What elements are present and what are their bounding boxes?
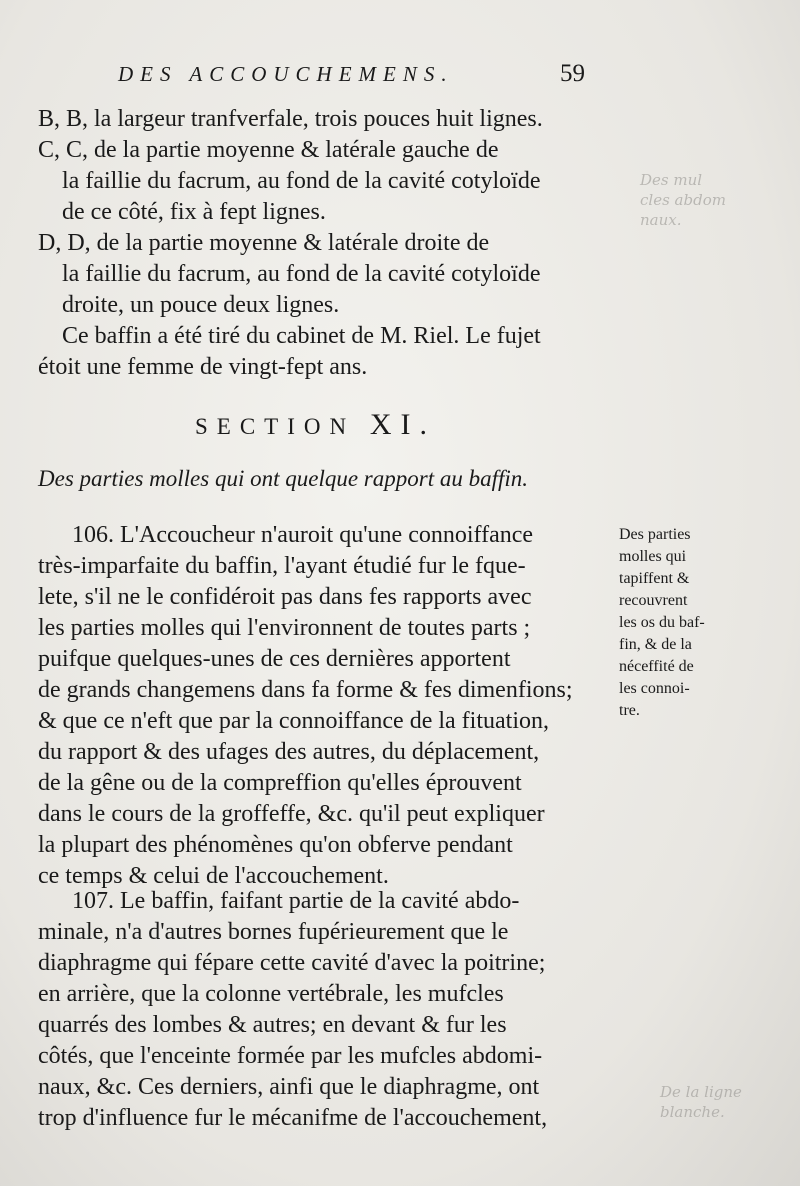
text-line: de ce côté, fix à fept lignes. <box>62 199 326 225</box>
margin-line: néceffité de <box>619 658 694 675</box>
bleed-through-top <box>640 170 790 230</box>
text-line: ce temps & celui de l'accouchement. <box>38 863 389 889</box>
text-line: très-imparfaite du baffin, l'ayant étudié fur le fque- <box>38 553 526 579</box>
text-line: la faillie du facrum, au fond de la cavité cotyloïde <box>62 168 541 194</box>
text-line: diaphragme qui fépare cette cavité d'avec la poitrine; <box>38 950 546 976</box>
text-line: dans le cours de la groffeffe, &c. qu'il peut expliquer <box>38 801 545 827</box>
text-line: Ce baffin a été tiré du cabinet de M. Riel. Le fujet <box>62 323 541 349</box>
text-line: trop d'influence fur le mécanifme de l'accouchement, <box>38 1105 548 1131</box>
text-line: D, D, de la partie moyenne & latérale droite de <box>38 230 490 256</box>
text-line: naux, &c. Ces derniers, ainfi que le diaphragme, ont <box>38 1074 540 1100</box>
text-line: 107. Le baffin, faifant partie de la cavité abdo- <box>72 888 520 914</box>
section-label: SECTION <box>195 414 356 439</box>
text-line: quarrés des lombes & autres; en devant & fur les <box>38 1012 507 1038</box>
text-line: du rapport & des ufages des autres, du déplacement, <box>38 739 540 765</box>
text-line: de la gêne ou de la compreffion qu'elles éprouvent <box>38 770 522 796</box>
text-line: la plupart des phénomènes qu'on obferve pendant <box>38 832 513 858</box>
margin-line: tre. <box>619 702 640 719</box>
bleed-line: De la ligne <box>660 1083 742 1101</box>
bleed-line: blanche. <box>660 1103 725 1121</box>
bleed-line: cles abdom <box>640 191 726 209</box>
text-line: en arrière, que la colonne vertébrale, les mufcles <box>38 981 504 1007</box>
text-line: droite, un pouce deux lignes. <box>62 292 340 318</box>
margin-line: les connoi- <box>619 680 690 697</box>
margin-line: molles qui <box>619 548 687 565</box>
bleed-through-bottom <box>660 1082 800 1122</box>
paragraph-106 <box>38 520 618 892</box>
text-line: lete, s'il ne le confidéroit pas dans fes rapports avec <box>38 584 532 610</box>
measurements-block <box>38 104 618 383</box>
margin-line: Des parties <box>619 526 691 543</box>
text-line: côtés, que l'enceinte formée par les mufcles abdomi- <box>38 1043 543 1069</box>
text-line: & que ce n'eft que par la connoiffance de la fituation, <box>38 708 549 734</box>
text-line: de grands changemens dans fa forme & fes dimenfions; <box>38 677 573 703</box>
margin-line: les os du baf- <box>619 614 705 631</box>
bleed-line: Des mul <box>640 171 703 189</box>
text-line: puifque quelques-unes de ces dernières apportent <box>38 646 511 672</box>
text-line: la faillie du facrum, au fond de la cavité cotyloïde <box>62 261 541 287</box>
text-line: 106. L'Accoucheur n'auroit qu'une connoiffance <box>72 522 534 548</box>
text-line: B, B, la largeur tranfverfale, trois pouces huit lignes. <box>38 106 543 132</box>
running-title: DES ACCOUCHEMENS. <box>118 62 454 86</box>
margin-line: tapiffent & <box>619 570 690 587</box>
text-line: minale, n'a d'autres bornes fupérieurement que le <box>38 919 509 945</box>
paragraph-107 <box>38 886 618 1134</box>
margin-note <box>619 524 731 722</box>
margin-line: recouvrent <box>619 592 688 609</box>
section-subheading: Des parties molles qui ont quelque rapport au baffin. <box>38 466 529 491</box>
text-line: les parties molles qui l'environnent de toutes parts ; <box>38 615 531 641</box>
bleed-line: naux. <box>640 211 682 229</box>
margin-line: fin, & de la <box>619 636 692 653</box>
section-number: XI. <box>369 408 437 441</box>
page-number: 59 <box>560 60 585 87</box>
text-line: C, C, de la partie moyenne & latérale gauche de <box>38 137 499 163</box>
section-heading <box>195 408 436 442</box>
text-line: étoit une femme de vingt-fept ans. <box>38 354 368 380</box>
